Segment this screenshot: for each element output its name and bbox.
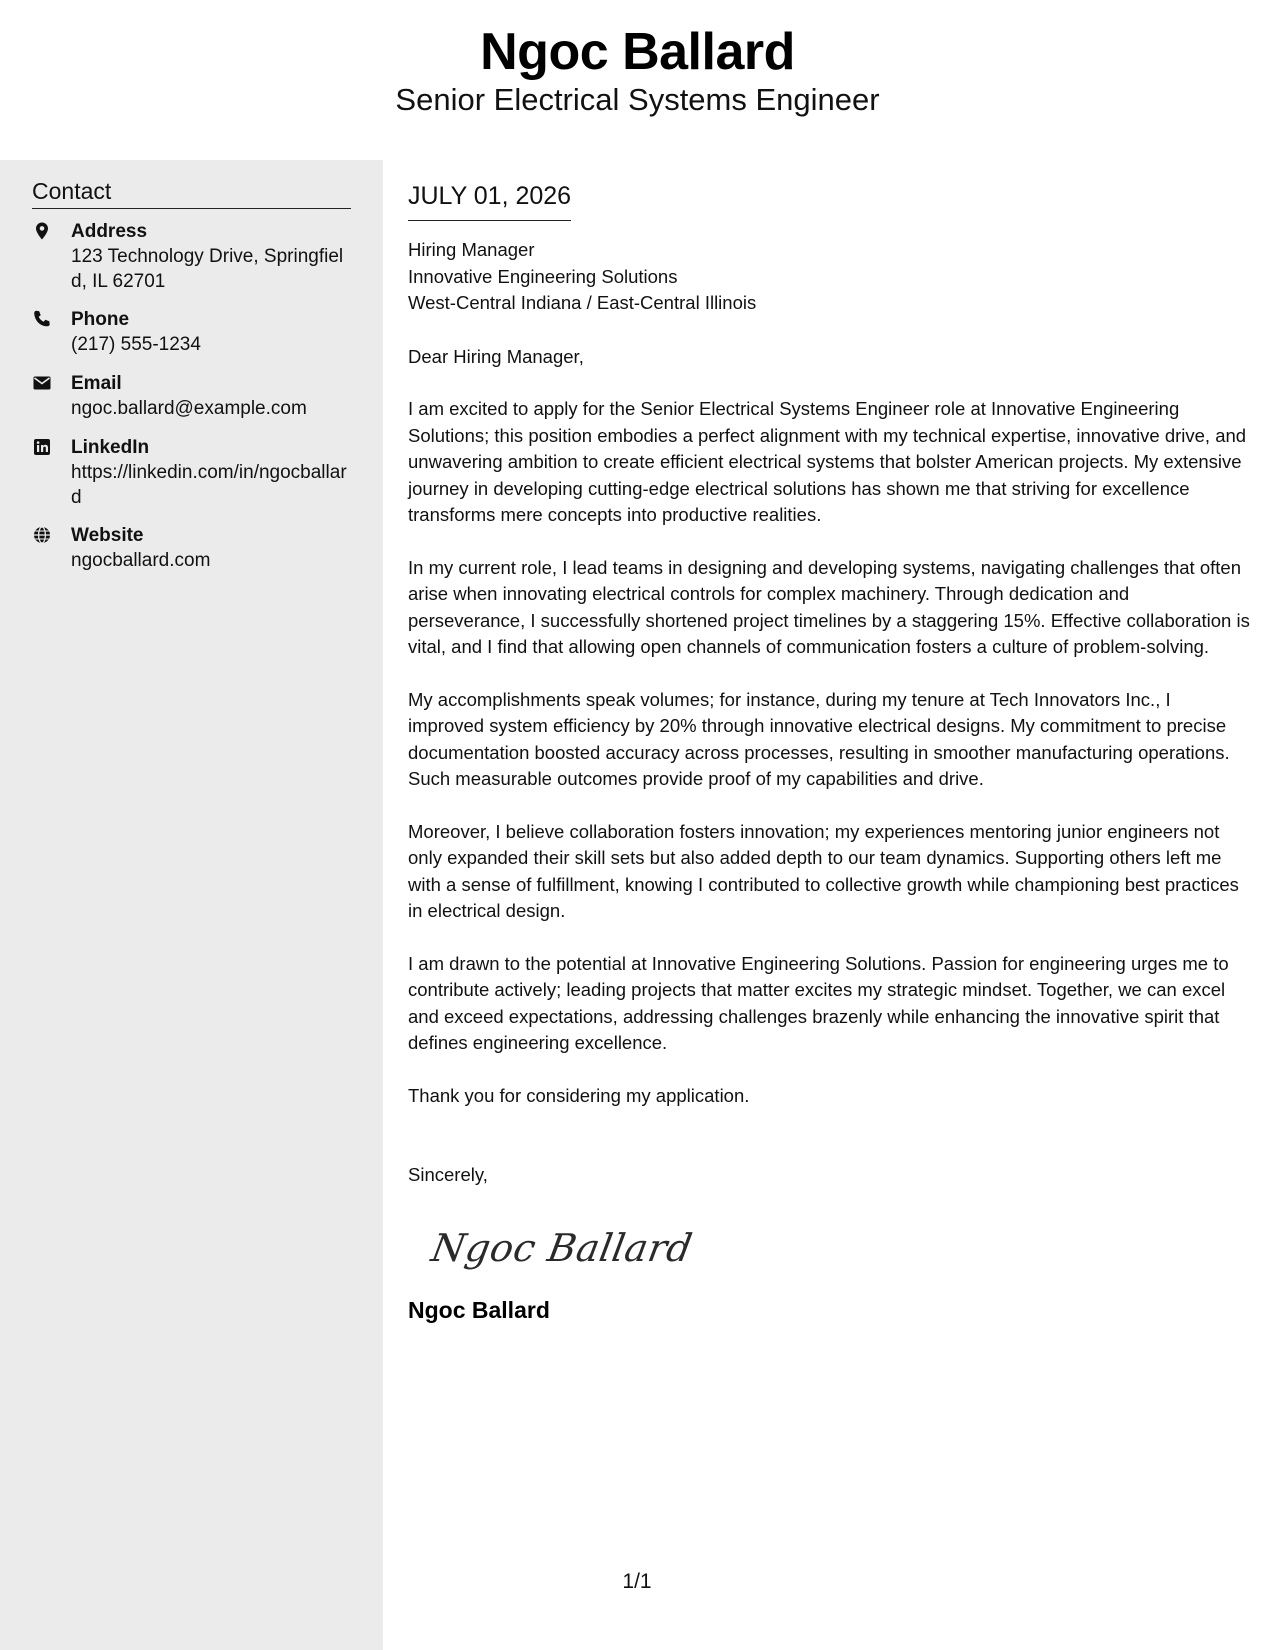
letter-date: JULY 01, 2026 [408, 178, 571, 221]
contact-label: LinkedIn [71, 437, 150, 458]
contact-label: Address [71, 221, 148, 242]
contact-value: ngoc.ballard@example.com [71, 398, 307, 419]
contact-value: (217) 555-1234 [71, 334, 201, 355]
recipient-line: Innovative Engineering Solutions [408, 265, 678, 287]
body-paragraph: Thank you for considering my application. [408, 1084, 750, 1106]
globe-icon [32, 525, 56, 547]
envelope-icon [32, 373, 56, 395]
contact-heading: Contact [32, 176, 351, 209]
signer-name: Ngoc Ballard [408, 1296, 550, 1323]
body-paragraph: In my current role, I lead teams in designing and developing systems, navigating challenges that often arise when innovating electrical controls for complex machinery. Through dedication and perseverance, I successfully shortened project timelines by a staggering 15%. Effective collaboration is vital, and I find that allowing open channels of communication fosters a culture of problem-solving. [408, 556, 1250, 657]
closing: Sincerely, [408, 1164, 488, 1185]
contact-link[interactable]: https://linkedin.com/in/ngocballard [71, 462, 347, 508]
body-paragraph: I am excited to apply for the Senior Electrical Systems Engineer role at Innovative Engineering Solutions; this position embodies a perfect alignment with my technical expertise, innovative drive, and unwavering ambition to create efficient electrical systems that bolster American projects. My extensive journey in developing cutting-edge electrical solutions has shown me that striving for excellence transforms mere concepts into productive realities. [408, 398, 1247, 525]
contact-label: Website [71, 525, 144, 546]
body-paragraph: My accomplishments speak volumes; for instance, during my tenure at Tech Innovators Inc., I improved system efficiency by 20% through innovative electrical designs. My commitment to precise documentation boosted accuracy across processes, resulting in smoother manufacturing operations. Such measurable outcomes provide proof of my capabilities and drive. [408, 688, 1230, 789]
applicant-name: Ngoc Ballard [480, 23, 795, 81]
contact-label: Phone [71, 309, 130, 330]
recipient-line: Hiring Manager [408, 239, 535, 260]
contact-link[interactable]: ngocballard.com [71, 550, 211, 571]
page-number: 1/1 [622, 1570, 652, 1593]
body-paragraph: I am drawn to the potential at Innovative Engineering Solutions. Passion for engineering urges me to contribute actively; leading projects that matter excites my strategic mindset. Together, we can excel and exceed expectations, addressing challenges brazenly while enhancing the innovative spirit that defines engineering excellence. [408, 952, 1229, 1053]
contact-label: Email [71, 373, 122, 394]
map-pin-icon [32, 221, 56, 243]
contact-sidebar [0, 160, 383, 1650]
handwritten-signature: Ngoc Ballard [428, 1225, 696, 1270]
body-paragraph: Moreover, I believe collaboration fosters innovation; my experiences mentoring junior engineers not only expanded their skill sets but also added depth to our team dynamics. Supporting others left me with a sense of fulfillment, knowing I contributed to collective growth while championing best practices in electrical design. [408, 820, 1239, 921]
contact-value: 123 Technology Drive, Springfield, IL 62701 [71, 246, 344, 292]
recipient-block [408, 237, 1250, 317]
applicant-title: Senior Electrical Systems Engineer [395, 82, 880, 117]
letter-header [0, 0, 1275, 160]
phone-icon [32, 309, 56, 331]
greeting: Dear Hiring Manager, [408, 345, 584, 367]
linkedin-icon [32, 437, 56, 459]
letter-body [408, 176, 1250, 1325]
recipient-line: West-Central Indiana / East-Central Illinois [408, 292, 757, 313]
